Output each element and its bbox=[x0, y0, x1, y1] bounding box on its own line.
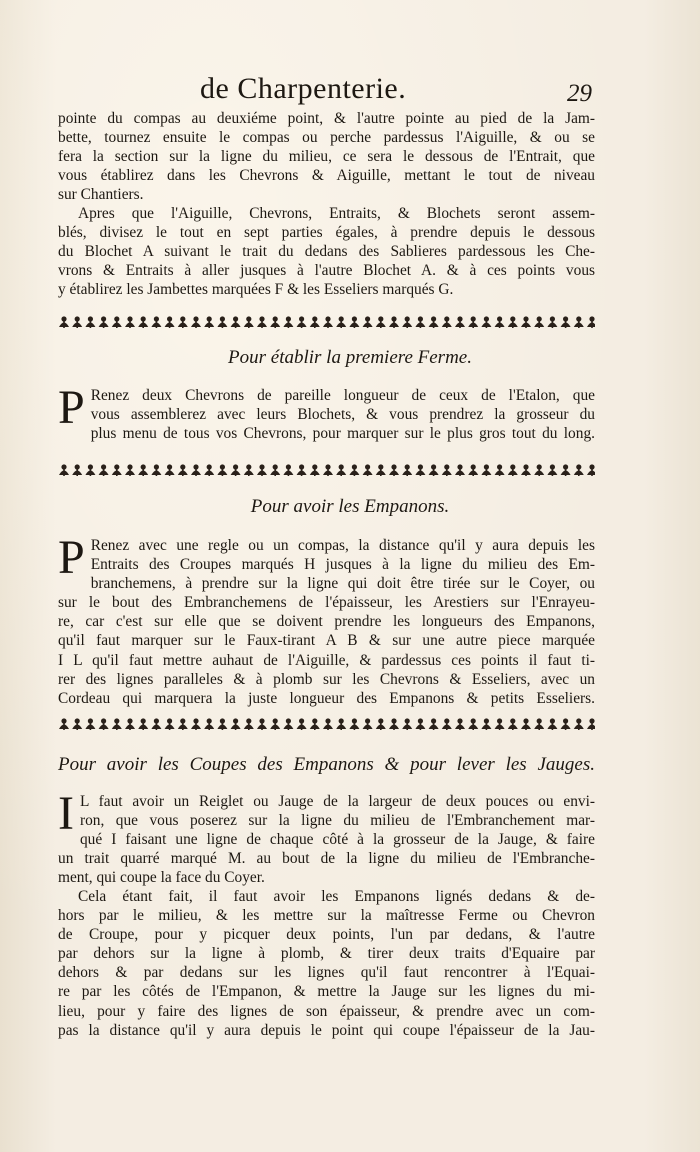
drop-cap: P bbox=[58, 531, 85, 584]
text-line: vous établirez dans les Chevrons & Aiguille, mettant le tout de niveau bbox=[58, 167, 595, 185]
text-line: qu'il faut marquer sur le Faux-tirant A B & sur une autre piece marquée bbox=[58, 632, 595, 650]
text-line: qué I faisant une ligne de chaque côté à la grosseur de la Jauge, & faire bbox=[79, 831, 595, 849]
text-line: lieu, pour y faire des lignes de son épaisseur, & prendre avec un com- bbox=[58, 1002, 595, 1020]
running-title: de Charpenterie. bbox=[200, 72, 407, 105]
text-line: L faut avoir un Reiglet ou Jauge de la largeur de deux pouces ou envi- bbox=[79, 793, 595, 810]
text-line: hors par le milieu, & les mettre sur la maîtresse Ferme ou Chevron bbox=[58, 907, 595, 925]
section-title-coupes-jauges: Pour avoir les Coupes des Empanons & pour lever les Jauges. bbox=[58, 754, 595, 775]
text-line: fera la section sur la ligne du milieu, ce sera le dessous de l'Entrait, que bbox=[58, 148, 595, 166]
text-line: pas la distance qu'il y aura depuis le point qui coupe l'épaisseur de la Jau- bbox=[58, 1021, 595, 1039]
section-title-premiere-ferme: Pour établir la premiere Ferme. bbox=[228, 347, 472, 368]
text-line: branchemens, à prendre sur la ligne qui doit être tirée sur le Coyer, ou bbox=[90, 575, 595, 593]
text-line: ron, que vous poserez sur la ligne du milieu de l'Embranchement mar- bbox=[79, 812, 595, 830]
text-line: I L qu'il faut mettre auhaut de l'Aiguille, & pardessus ces points il faut ti- bbox=[58, 651, 595, 669]
text-line: de Croupe, pour y picquer deux points, l'un par dedans, & l'autre bbox=[58, 926, 595, 944]
text-line: bette, tournez ensuite le compas ou perche pardessus l'Aiguille, & ou se bbox=[58, 129, 595, 147]
text-line: vous assemblerez avec leurs Blochets, & vous prendrez la grosseur du bbox=[90, 406, 595, 424]
text-line: Renez avec une regle ou un compas, la distance qu'il y aura depuis les bbox=[90, 537, 595, 554]
paragraph-assemblage bbox=[58, 204, 595, 299]
text-line: blés, divisez le tout en sept parties égales, à prendre depuis le dessous bbox=[58, 224, 595, 242]
text-line: y établirez les Jambettes marquées F & les Esseliers marqués G. bbox=[58, 281, 454, 299]
text-line: dehors & par dedans sur les lignes qu'il faut rencontrer à l'Equai- bbox=[58, 964, 595, 982]
text-line: Entraits des Croupes marqués H jusques à la ligne du milieu des Em- bbox=[90, 556, 595, 574]
text-line: sur Chantiers. bbox=[58, 186, 144, 204]
fleuron-border-icon bbox=[58, 314, 595, 330]
continued-paragraph bbox=[58, 109, 595, 204]
text-line: rer des lignes paralleles & à plomb sur les Chevrons & Esseliers, avec un bbox=[58, 670, 595, 688]
page-header bbox=[0, 72, 700, 112]
fleuron-border-icon bbox=[58, 716, 595, 732]
text-line: par dehors sur la ligne à plomb, & tirer deux traits d'Equaire par bbox=[58, 945, 595, 963]
paragraph-coupes bbox=[58, 787, 595, 887]
text-line: Cordeau qui marquera la juste longueur des Empanons & petits Esseliers. bbox=[58, 689, 595, 707]
text-line: re, car c'est sur elle que se doivent prendre les longueurs des Empanons, bbox=[58, 613, 595, 631]
text-line: ment, qui coupe la face du Coyer. bbox=[58, 869, 265, 887]
text-line: sur le bout des Embranchemens de l'épaisseur, les Arestiers sur l'Enrayeu- bbox=[58, 594, 595, 612]
paragraph-premiere-ferme bbox=[58, 381, 595, 443]
text-line: vrons & Entraits à aller jusques à l'autre Blochet A. & à ces points vous bbox=[58, 262, 595, 280]
text-line: re par les côtés de l'Empanon, & mettre la Jauge sur les lignes du mi- bbox=[58, 983, 595, 1001]
text-line: pointe du compas au deuxiéme point, & l'autre pointe au pied de la Jam- bbox=[58, 110, 595, 127]
text-line: Cela étant fait, il faut avoir les Empanons lignés dedans & de- bbox=[78, 888, 595, 905]
drop-cap: I bbox=[58, 787, 74, 840]
fleuron-border-icon bbox=[58, 462, 595, 478]
paragraph-jauges bbox=[58, 887, 595, 1040]
text-line: Apres que l'Aiguille, Chevrons, Entraits, & Blochets seront assem- bbox=[78, 205, 595, 222]
text-line: du Blochet A suivant le trait du dedans des Sablieres pardessous les Che- bbox=[58, 243, 595, 261]
text-line: plus menu de tous vos Chevrons, pour marquer sur le plus gros tout du long. bbox=[90, 425, 595, 443]
text-line: Renez deux Chevrons de pareille longueur de ceux de l'Etalon, que bbox=[90, 387, 595, 404]
text-line: un trait quarré marqué M. au bout de la ligne du milieu de l'Embranche- bbox=[58, 850, 595, 868]
paragraph-empanons bbox=[58, 531, 595, 708]
drop-cap: P bbox=[58, 381, 85, 434]
page-number: 29 bbox=[567, 80, 592, 107]
section-title-empanons: Pour avoir les Empanons. bbox=[250, 496, 450, 517]
